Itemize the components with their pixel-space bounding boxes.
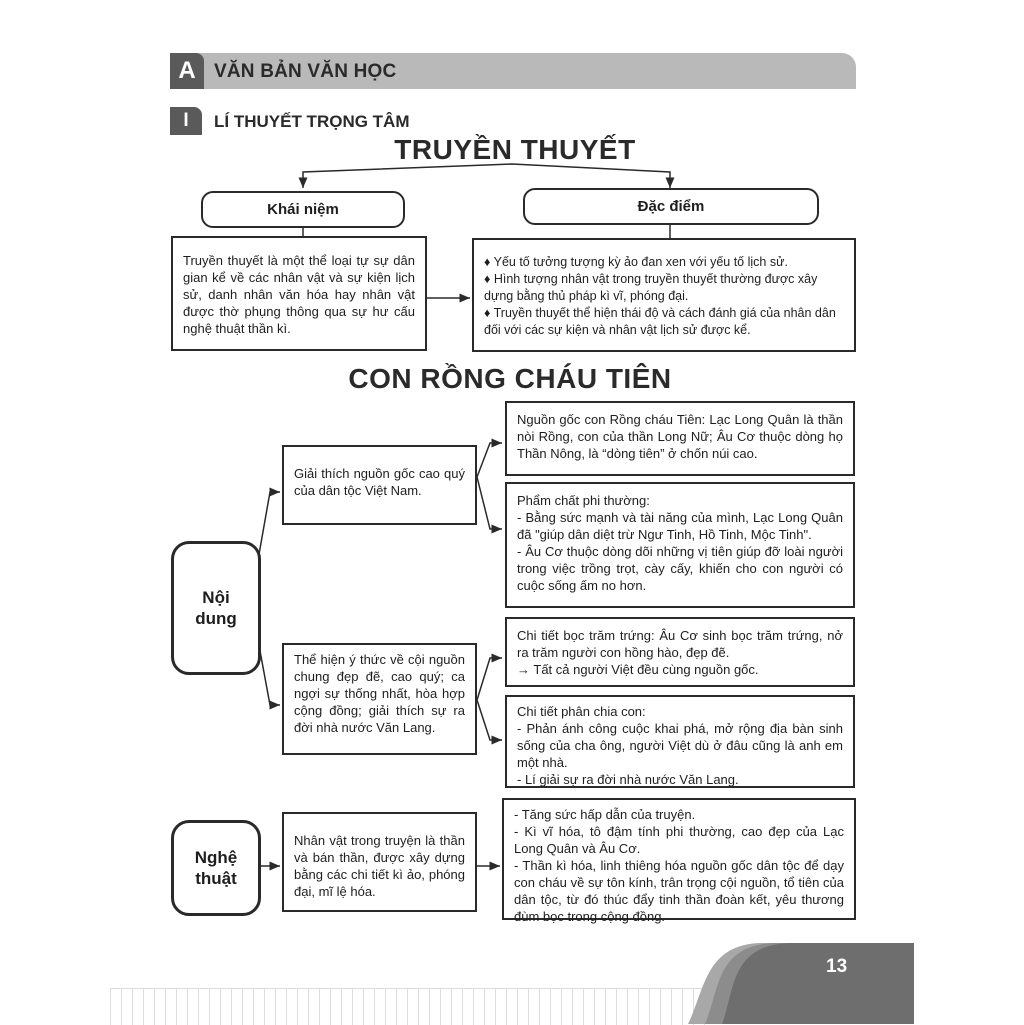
truyen-thuyet-title: TRUYỀN THUYẾT	[394, 134, 636, 165]
section-a-badge: A	[170, 53, 204, 89]
nghe-thuat-text: Nhân vật trong truyện là thần và bán thần, được xây dựng bằng các chi tiết kì ảo, phóng đại, mĩ lệ hóa.	[294, 833, 465, 899]
branch2-text: Thể hiện ý thức về cội nguồn chung đẹp đẽ, cao quý; ca ngợi sự thống nhất, hòa hợp cộng đồng; giải thích sự ra đời nhà nước Văn Lang.	[294, 652, 465, 735]
effect-line: - Thần kì hóa, linh thiêng hóa nguồn gốc dân tộc để dạy con cháu về sự tôn kính, trân trọng cội nguồn, tổ tiên của dân tộc, từ đó thúc đẩy tinh thần đoàn kết, yêu thương đùm bọc trong cộng đồng.	[514, 858, 844, 924]
effect-line: - Tăng sức hấp dẫn của truyện.	[514, 807, 696, 822]
khai-niem-label: Khái niệm	[267, 201, 339, 218]
page-number: 13	[826, 956, 848, 977]
noi-dung-label-1: Nội	[202, 588, 230, 607]
detail-line: - Lí giải sự ra đời nhà nước Văn Lang.	[517, 772, 739, 787]
nghe-thuat-label-2: thuật	[195, 869, 237, 888]
detail-line: Phẩm chất phi thường:	[517, 493, 650, 508]
section-a-title: VĂN BẢN VĂN HỌC	[214, 61, 397, 82]
detail-line: - Bằng sức mạnh và tài năng của mình, Lạc Long Quân đã "giúp dân diệt trừ Ngư Tinh, Hồ Tinh, Mộc Tinh".	[517, 510, 843, 542]
con-rong-title: CON RỒNG CHÁU TIÊN	[348, 363, 672, 394]
detail-line: Chi tiết phân chia con:	[517, 704, 646, 719]
section-i-badge: I	[170, 107, 202, 135]
dac-diem-item: ♦ Hình tượng nhân vật trong truyền thuyết thường được xây dựng bằng thủ pháp kì vĩ, phóng đại.	[484, 272, 818, 303]
dac-diem-item: ♦ Yếu tố tưởng tượng kỳ ảo đan xen với yếu tố lịch sử.	[484, 255, 788, 269]
detail-line: - Âu Cơ thuộc dòng dõi những vị tiên giúp đỡ loài người trong việc trồng trọt, cày cấy, khiến cho con người có cuộc sống ấm no hơn.	[517, 544, 843, 593]
section-i-title: LÍ THUYẾT TRỌNG TÂM	[214, 112, 410, 131]
branch1-text: Giải thích nguồn gốc cao quý của dân tộc Việt Nam.	[294, 466, 465, 498]
nghe-thuat-label-1: Nghệ	[194, 848, 238, 867]
detail-line: Chi tiết bọc trăm trứng: Âu Cơ sinh bọc trăm trứng, nở ra trăm người con hồng hào, đẹp đẽ.	[517, 628, 843, 660]
effect-line: - Kì vĩ hóa, tô đậm tính phi thường, cao đẹp của Lạc Long Quân và Âu Cơ.	[514, 824, 844, 856]
detail-line: Nguồn gốc con Rồng cháu Tiên: Lạc Long Quân là thần nòi Rồng, con của thần Long Nữ; Âu Cơ thuộc dòng họ Thần Nông, là “dòng tiên” ở chốn núi cao.	[517, 412, 843, 461]
khai-niem-text: Truyền thuyết là một thể loại tự sự dân gian kể về các nhân vật và sự kiện lịch sử, danh nhân văn hóa hay nhân vật được thờ phụng thông qua sự hư cấu nghệ thuật thần kì.	[183, 253, 415, 336]
dac-diem-label: Đặc điểm	[637, 198, 705, 215]
noi-dung-label-2: dung	[195, 609, 237, 628]
detail-line: → Tất cả người Việt đều cùng nguồn gốc.	[517, 662, 759, 677]
dac-diem-item: ♦ Truyền thuyết thể hiện thái độ và cách đánh giá của nhân dân đối với các sự kiện và nhân vật lịch sử được kể.	[484, 306, 836, 337]
detail-line: - Phản ánh công cuộc khai phá, mở rộng địa bàn sinh sống của cha ông, người Việt dù ở đâu cũng là anh em một nhà.	[517, 721, 843, 770]
